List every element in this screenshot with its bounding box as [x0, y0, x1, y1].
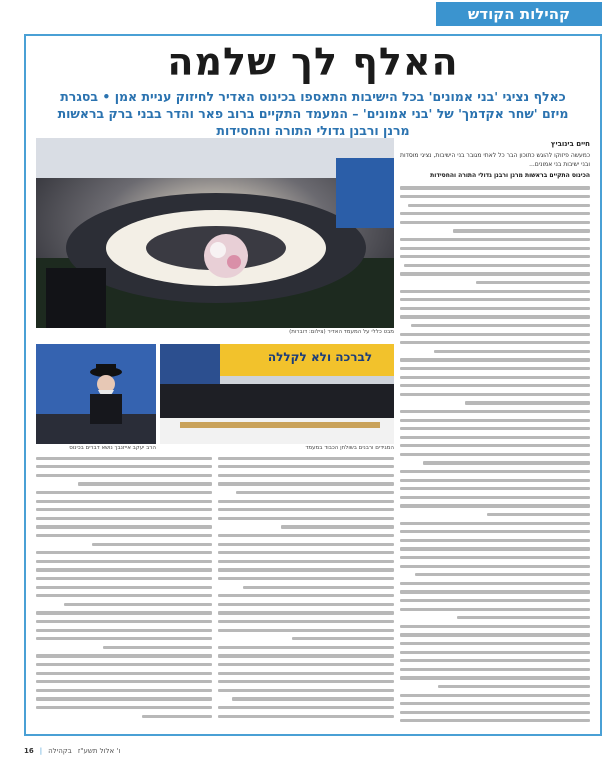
article-body-left: [36, 454, 212, 728]
main-photo: [36, 138, 394, 328]
body-text-lines: [400, 184, 590, 728]
body-text-lines: [36, 454, 212, 720]
section-tab: קהילות הקודש: [436, 2, 602, 26]
speaker-photo-caption: הרב יעקב אייזנבך נושא דברים בכינוס: [69, 445, 156, 451]
subhead-line-3: מרנן ורבנן גדולי התורה והחסידות: [216, 123, 410, 138]
main-photo-caption: מבט כללי על המעמד האדיר (צילום: דוברות): [289, 329, 394, 335]
article-body-middle: [218, 454, 394, 728]
publication-name: בקהילה: [48, 747, 72, 755]
article-subhead: [40, 88, 586, 139]
article-body-right: [400, 140, 590, 728]
body-bold: הכינוס התקיים בראשות מרנן ורבנן גדולי התורה והחסידות: [430, 172, 590, 180]
body-intro: כמעשה פיזוקו להוגש כתוכון הבר כל לאתי מגובר בני הישיבות, נציגי מוסדות ובני ישיבות בני אמונים...: [400, 152, 590, 168]
banner-text: לברכה ולא לקללה: [267, 350, 373, 364]
speaker-photo-image: [36, 344, 156, 444]
dais-photo: [160, 344, 394, 444]
article-frame: [24, 34, 602, 736]
speaker-photo: [36, 344, 156, 444]
publication-date: ו' אלול תשע"ז: [77, 747, 121, 755]
subhead-line-2: מיזם 'שחר אקדמך' של 'בני אמונים' – המעמד התקיים ברוב פאר והדר בבני ברק בראשות: [57, 106, 569, 121]
subhead-line-1: כאלף נציגי 'בני אמונים' בכל הישיבות התאספו בכינוס האדיר לחיזוק עניית אמן • בסגרת: [60, 89, 566, 104]
footer-separator: |: [39, 747, 43, 755]
body-text-lines: [218, 454, 394, 720]
page-footer: [24, 744, 224, 758]
byline: חיים בינוביץ: [550, 140, 590, 148]
article-headline: האלף לך שלמה: [167, 40, 459, 84]
main-photo-image: [36, 138, 394, 328]
page-number: 16: [24, 747, 34, 755]
dais-photo-caption: המגידים ורבנים בשולחן הכבוד במעמד: [305, 445, 394, 451]
